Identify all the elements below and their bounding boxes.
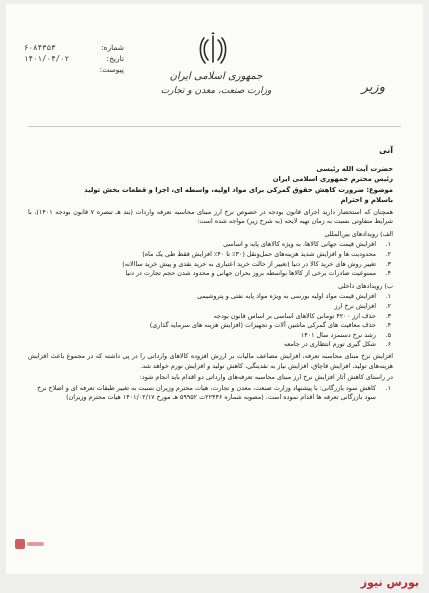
paragraph-2: افزایش نرخ مبنای محاسبه تعرفه، افزایش مضاعف مالیات بر ارزش افزوده کالاهای وارداتی را در پی داشته که در مجموع باعث افزایش هزینه‌های تولید، افزایش قاچاق، افزایش نیاز به نقدینگی، کاهش تولید و افزایش تورم خواهد شد. <box>28 351 393 370</box>
list-item: ۱. کاهش سود بازرگانی: با پیشنهاد وزارت صنعت، معدن و تجارت، هیات محترم وزیران نسبت به تغییر طبقات تعرفه ای و اصلاح نرخ سود بازرگانی تعرفه ها اقدام نموده است. (مصوبه شماره ۲۲۴۴۶ت ۵۹۹۵۲ هـ مورخ ۱۴۰۱/۰۲/۱۷ هیات محترم وزیران) <box>37 383 391 402</box>
list-item: ۶. شکل گیری تورم انتظاری در جامعه <box>283 340 391 349</box>
list-item: ۴. ممنوعیت صادرات برخی از کالاها بواسطه بروز بحران جهانی و محدود شدن حجم تجارت در دنیا <box>125 269 391 278</box>
date-value: ۱۴۰۱/۰۴/۰۲ <box>24 54 70 63</box>
ministry-title <box>151 70 281 98</box>
section-a-title: الف) رویدادهای بین‌المللی <box>324 229 393 238</box>
list-item: ۵. رشد نرخ دستمزد سال ۱۴۰۱ <box>300 330 391 339</box>
number-label: شماره: <box>101 43 124 52</box>
ministry-line-1: جمهوری اسلامی ایران <box>169 71 263 82</box>
list-item: ۲. افزایش نرخ ارز <box>334 301 391 310</box>
ministry-line-2: وزارت صنعت، معدن و تجارت <box>160 86 272 96</box>
date-row <box>24 53 124 64</box>
list-item: ۲. محدودیت ها و افزایش شدید هزینه‌های حمل‌ونقل (۳۰٪ تا ۴۰٪ افزایش فقط طی یک ماه) <box>142 249 391 258</box>
letter-sheet <box>6 4 423 574</box>
iran-emblem-icon <box>198 32 228 68</box>
section-a-list <box>28 240 393 278</box>
addressee-title: رئیس محترم جمهوری اسلامی ایران <box>272 175 393 184</box>
watermark-text: بورس نیوز <box>360 576 419 589</box>
section-b-list <box>28 292 393 350</box>
list-item: ۱. افزایش قیمت مواد اولیه بورسی به ویژه مواد پایه نفتی و پتروشیمی <box>197 292 391 301</box>
number-row <box>24 42 124 53</box>
section-b-title: ب) رویدادهای داخلی <box>338 281 393 290</box>
attachment-row <box>24 64 124 75</box>
date-label: تاریخ: <box>106 54 124 63</box>
letter-greeting: باسلام و احترام <box>340 196 393 205</box>
sender-title: وزیر <box>361 80 385 95</box>
number-value: ۶۰۸۴۳۵۳ <box>24 43 56 52</box>
attachment-label: پیوست: <box>99 65 124 74</box>
list-item: ۴. حذف معافیت های گمرکی ماشین آلات و تجهیزات (افزایش هزینه های سرمایه گذاری) <box>149 321 391 330</box>
addressee-name: حضرت آیت الله رئیسی <box>316 164 393 173</box>
intro-paragraph: همچنان که استحضار دارید اجرای قانون بودجه در خصوص نرخ ارز مبنای محاسبه تعرفه واردات (بند هـ تبصره ۷ قانون بودجه ۱۴۰۱)، با شرایط متفاوتی نسبت به زمان تهیه لایحه (به شرح زیر) مواجه شده است: <box>28 207 393 226</box>
letter-body <box>28 146 393 403</box>
letter-meta <box>24 42 124 75</box>
list-item: ۳. حذف ارز ۴۲۰۰ تومانی کالاهای اساسی بر اساس قانون بودجه <box>213 311 391 320</box>
paragraph-3: در راستای کاهش آثار افزایش نرخ ارز مبنای محاسبه تعرفه‌های وارداتی دو اقدام باید انجام شود: <box>139 373 393 382</box>
list-item: ۱. افزایش قیمت جهانی کالاها، به ویژه کالاهای پایه و اساسی <box>223 240 391 249</box>
urgency-label: آنی <box>379 146 393 155</box>
corner-logo-icon <box>14 536 46 552</box>
letter-subject: موضوع: ضرورت کاهش حقوق گمرکی برای مواد اولیه، واسطه ای، اجزا و قطعات بخش تولید <box>84 185 393 194</box>
list-item: ۳. تغییر روش های خرید کالا در دنیا (تغییر از حالت خرید اعتباری به خرید نقدی و پیش خرید ساالانه) <box>122 259 391 268</box>
header-divider <box>28 126 401 127</box>
action-list <box>28 384 393 403</box>
